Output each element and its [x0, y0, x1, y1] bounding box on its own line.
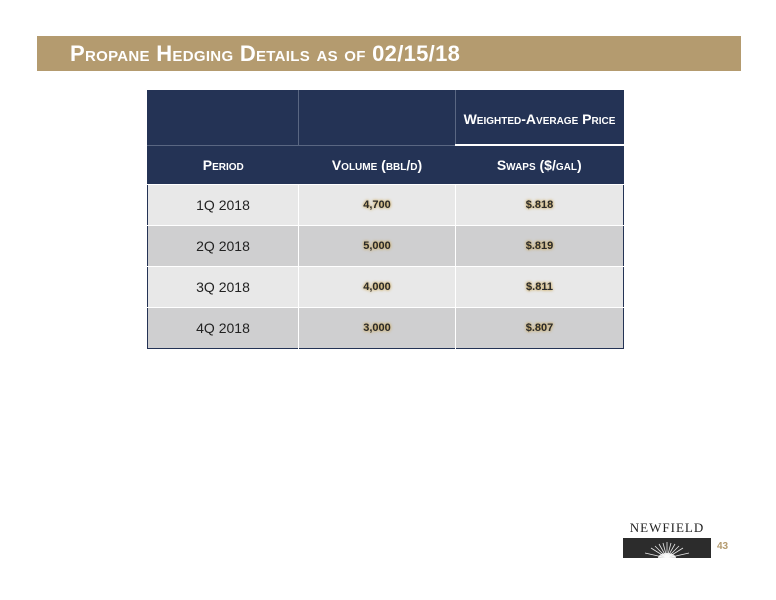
header-swaps: Swaps ($/gal) — [456, 145, 624, 185]
company-logo-text: NEWFIELD — [629, 520, 705, 535]
volume-cell: 4,700 — [299, 185, 456, 226]
table-row — [148, 267, 624, 308]
swaps-cell: $.818 — [456, 185, 624, 226]
table-row — [148, 308, 624, 349]
volume-cell: 5,000 — [299, 226, 456, 267]
starburst-logo-icon — [623, 538, 711, 558]
swaps-cell: $.807 — [456, 308, 624, 349]
table-row — [148, 226, 624, 267]
volume-cell: 4,000 — [299, 267, 456, 308]
header-blank-cell — [299, 91, 456, 146]
table-row — [148, 185, 624, 226]
swaps-cell: $.811 — [456, 267, 624, 308]
hedging-table — [147, 90, 624, 349]
header-blank-cell — [148, 91, 299, 146]
period-cell: 2Q 2018 — [148, 226, 299, 267]
page-title: Propane Hedging Details as of 02/15/18 — [70, 41, 461, 66]
header-volume: Volume (bbl/d) — [299, 145, 456, 185]
swaps-cell: $.819 — [456, 226, 624, 267]
header-period: Period — [148, 145, 299, 185]
table-header-top-row — [148, 91, 624, 146]
header-weighted-average-price: Weighted-Average Price — [456, 91, 624, 146]
table-header-row — [148, 145, 624, 185]
volume-cell: 3,000 — [299, 308, 456, 349]
page-number: 43 — [717, 541, 729, 552]
period-cell: 4Q 2018 — [148, 308, 299, 349]
period-cell: 3Q 2018 — [148, 267, 299, 308]
period-cell: 1Q 2018 — [148, 185, 299, 226]
